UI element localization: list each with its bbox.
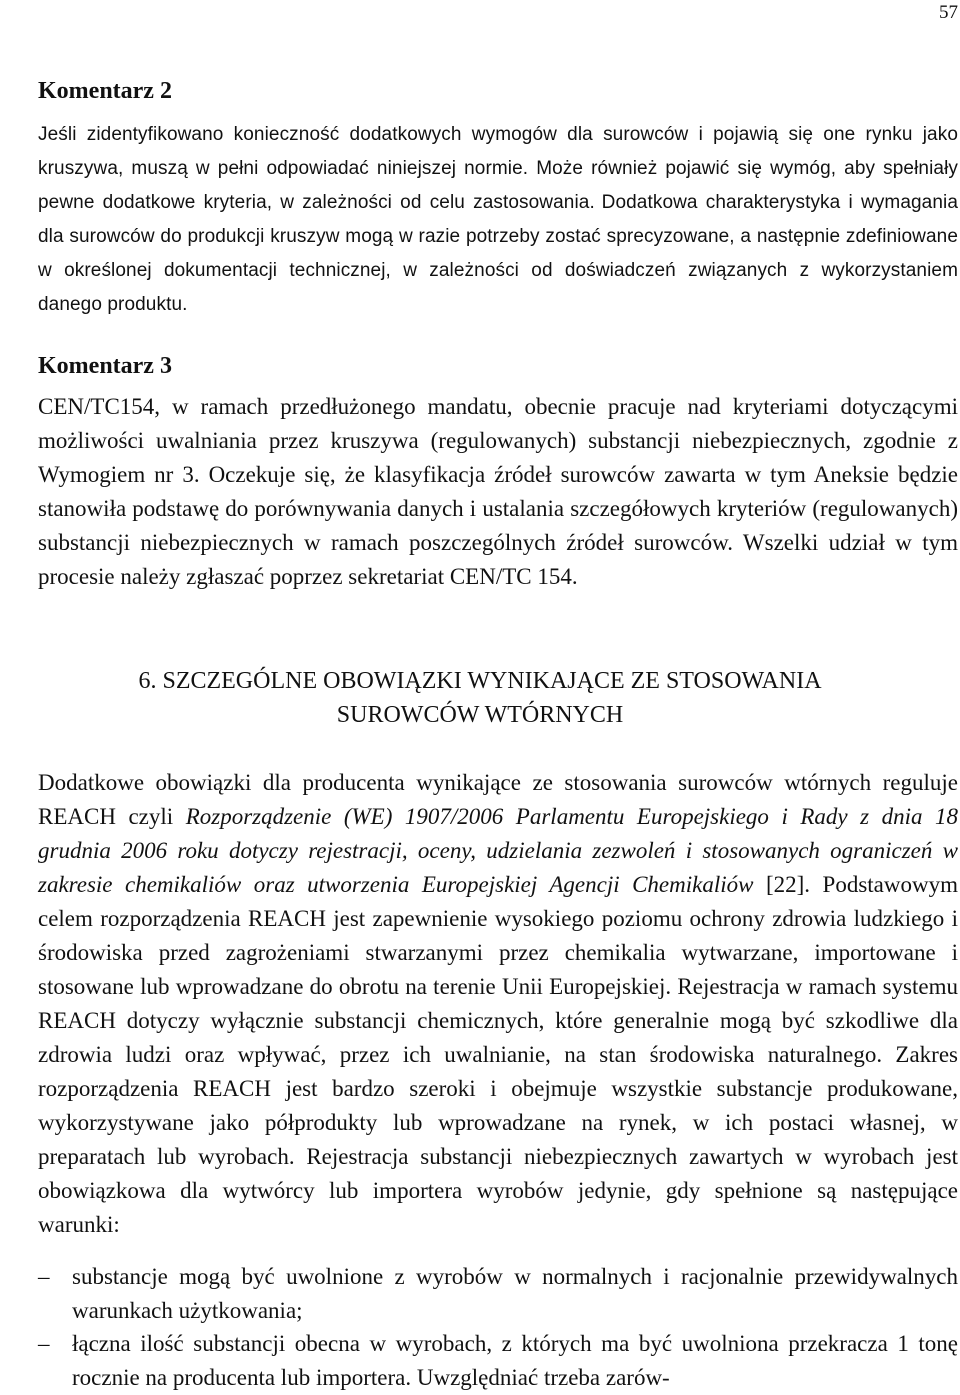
section-6-title-line-2: SUROWCÓW WTÓRNYCH <box>336 702 624 728</box>
komentarz-3-text-a: CEN/TC154, w ramach przedłużonego mandatu, obecnie pracuje nad kryteriami dotyczącymi możliwości uwalniania przez kruszywa (regulowanych) substancji niebezpiecznych, zgodnie z Wymogiem nr 3. <box>38 394 958 487</box>
komentarz-3-heading: Komentarz 3 <box>38 353 172 379</box>
page-number: 57 <box>939 2 958 23</box>
section-6-title-line-1: 6. SZCZEGÓLNE OBOWIĄZKI WYNIKAJĄCE ZE STOSOWANIA <box>138 668 822 694</box>
komentarz-2-text-a: Jeśli zidentyfikowano konieczność dodatkowych wymogów dla surowców i pojawią się one rynku jako kruszywa, muszą w pełni odpowiadać niniejszej normie. Może również pojawić się wymóg, aby spełniały pewne dodatkowe kryteria, w zależności od celu zastosowania. <box>38 124 958 213</box>
list-item-text: łączna ilość substancji obecna w wyrobach, z których ma być uwolniona przekracza 1 tonę rocznie na producenta lub importera. Uwzględniać trzeba zarów- <box>72 1331 958 1390</box>
regulation-title: Rozporządzenie (WE) 1907/2006 Parlamentu Europejskiego i Rady z dnia 18 grudnia 2006 roku dotyczy rejestracji, oceny, udzielania zezwoleń i stosowanych ograniczeń w zakresie chemikaliów oraz utworzenia Europejskiej Agencji Chemikaliów <box>38 804 958 897</box>
list-item <box>38 1260 958 1328</box>
dash-bullet: – <box>38 1264 50 1289</box>
section-6-paragraph <box>38 766 958 1242</box>
komentarz-2-text-b: Dodatkowa charakterystyka i wymagania dla surowców do produkcji kruszyw mogą w razie potrzeby zostać sprecyzowane, a następnie zdefiniowane w określonej dokumentacji technicznej, w zależności od doświadczeń związanych z wykorzystaniem danego produktu. <box>38 192 959 315</box>
komentarz-2-paragraph <box>38 118 958 360</box>
komentarz-3-text-b: Oczekuje się, że klasyfikacja źródeł surowców zawarta w tym Aneksie będzie stanowiła podstawę do porównywania danych i ustalania szczegółowych kryteriów (regulowanych) substancji niebezpiecznych w ramach poszczególnych źródeł surowców. Wszelki udział w tym procesie należy zgłaszać poprzez sekretariat CEN/TC 154. <box>38 462 959 589</box>
dash-bullet: – <box>38 1331 50 1356</box>
section-6-intro: Dodatkowe obowiązki dla producenta wynikające ze stosowania surowców wtórnych reguluje REACH czyli <box>38 770 958 829</box>
list-item <box>38 1327 958 1395</box>
section-6-rest: [22]. Podstawowym celem rozporządzenia REACH jest zapewnienie wysokiego poziomu ochrony zdrowia ludzkiego i środowiska przed zagrożeniami stwarzanymi przez chemikalia wytwarzane, importowane i stosowane lub wprowadzane do obrotu na terenie Unii Europejskiej. Rejestracja w ramach systemu REACH dotyczy wyłącznie substancji chemicznych, które generalnie mogą być szkodliwe dla zdrowia ludzi oraz wpływać, przez ich uwalnianie, na stan środowiska naturalnego. Zakres rozporządzenia REACH jest bardzo szeroki i obejmuje wszystkie substancje produkowane, wykorzystywane jako półprodukty lub wprowadzane na rynek, w ich postaci własnej, w preparatach lub wyrobach. Rejestracja substancji niebezpiecznych zawartych w wyrobach jest obowiązkowa dla wytwórcy lub importera wyrobów jedynie, gdy spełnione są następujące warunki: <box>38 872 958 1237</box>
komentarz-2-heading: Komentarz 2 <box>38 78 172 104</box>
komentarz-3-paragraph <box>38 390 958 594</box>
list-item-text: substancje mogą być uwolnione z wyrobów w normalnych i racjonalnie przewidywalnych warunkach użytkowania; <box>72 1264 958 1323</box>
